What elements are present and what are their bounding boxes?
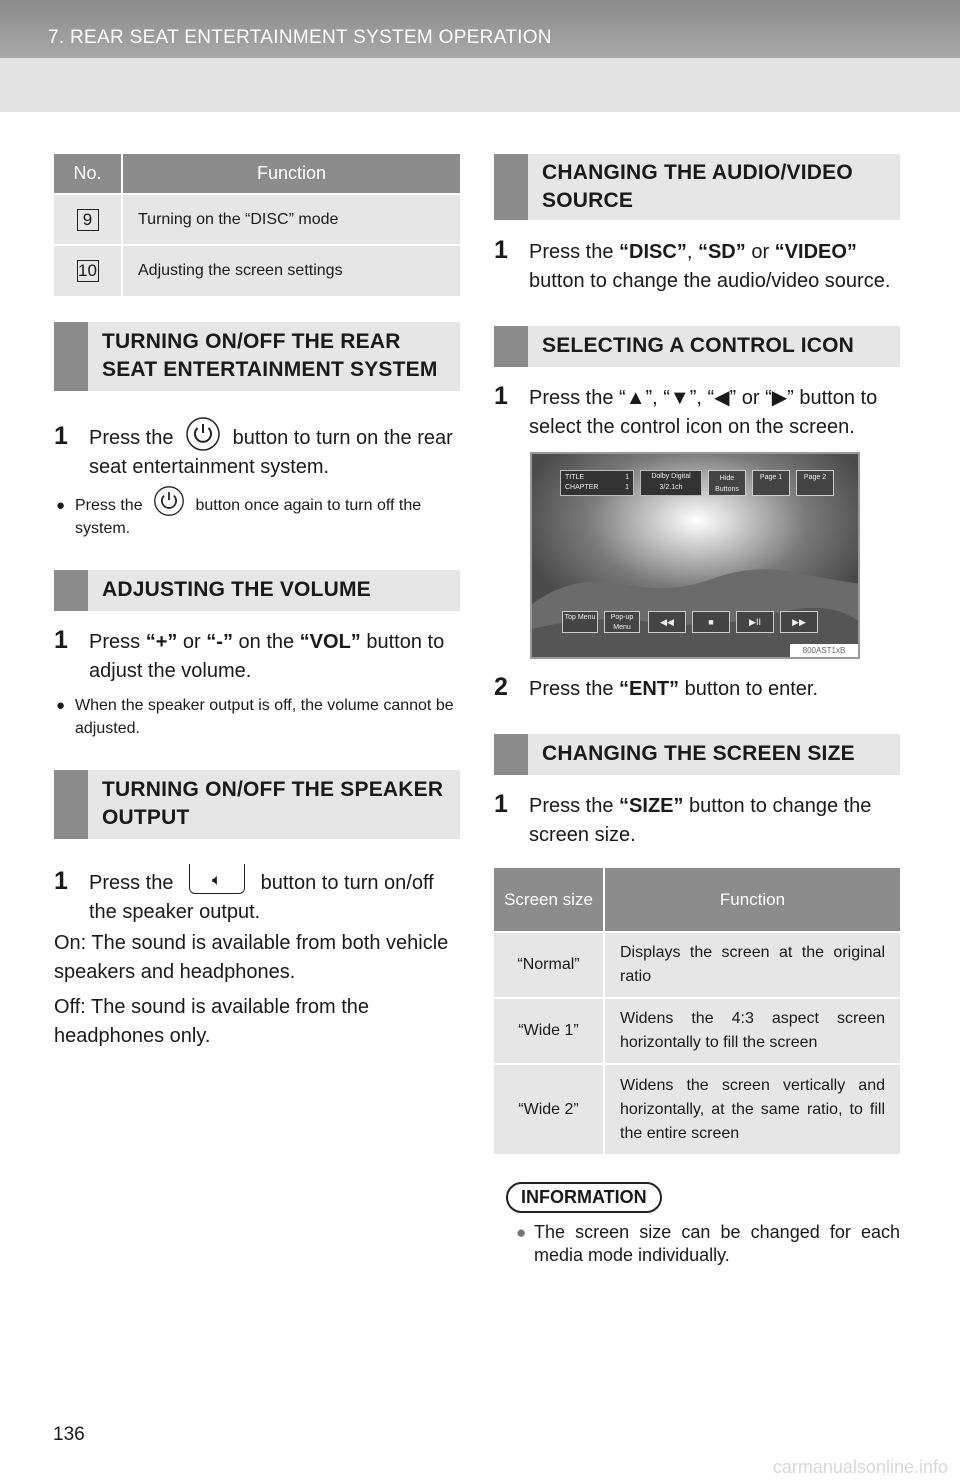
step-number: 1: [54, 626, 68, 654]
power-button-icon: [185, 416, 221, 452]
function-cell: Widens the screen vertically and horizontally, at the same ratio, to fill the entire screen: [604, 1064, 900, 1154]
left-column: [54, 154, 460, 1051]
item-number: 10: [78, 261, 97, 280]
screen-size-table: [494, 868, 900, 1154]
audio-format-indicator: Dolby Digital 3/2.1ch: [640, 470, 702, 496]
section-header-volume: ADJUSTING THE VOLUME: [54, 570, 460, 611]
step-number: 1: [494, 790, 508, 818]
step-size: 1 Press the “SIZE” button to change the screen size.: [494, 790, 872, 846]
stop-button[interactable]: ■: [692, 611, 730, 633]
size-cell: “Wide 2”: [494, 1064, 604, 1154]
popup-menu-button[interactable]: Pop-up Menu: [604, 611, 640, 633]
page-header-title: 7. REAR SEAT ENTERTAINMENT SYSTEM OPERATION: [48, 27, 552, 48]
function-table: [54, 154, 460, 296]
function-cell: Turning on the “DISC” mode: [122, 194, 460, 245]
step-enter: 2 Press the “ENT” button to enter.: [494, 673, 819, 701]
hide-buttons-button[interactable]: Hide Buttons: [708, 470, 746, 496]
step-speaker: 1 Press the 🔈︎ button to turn on/off the speaker output.: [54, 869, 460, 927]
table-row: [494, 932, 900, 998]
step-control-select: 1 Press the “▲”, “▼”, “◀” or “▶” button to select the control icon on the screen.: [494, 382, 878, 438]
section-header-size: CHANGING THE SCREEN SIZE: [494, 734, 900, 775]
page-1-button[interactable]: Page 1: [752, 470, 790, 496]
step-number: 1: [54, 422, 68, 450]
section-header-control: SELECTING A CONTROL ICON: [494, 326, 900, 367]
play-pause-button[interactable]: ▶II: [736, 611, 774, 633]
column-header-function: Function: [122, 154, 460, 194]
step-source: 1 Press the “DISC”, “SD” or “VIDEO” button to change the audio/video source.: [494, 236, 891, 292]
right-column: [494, 154, 900, 1267]
note-power-off: ● Press the button once again to turn off the system.: [54, 494, 460, 540]
watermark: carmanualsonline.info: [772, 1457, 948, 1477]
function-cell: Widens the 4:3 aspect screen horizontally to fill the screen: [604, 998, 900, 1064]
step-number: 1: [494, 236, 508, 264]
table-row: [54, 245, 460, 296]
page-number: 136: [53, 1424, 85, 1445]
header-band: [0, 58, 960, 112]
note-volume: ● When the speaker output is off, the volume cannot be adjusted.: [54, 694, 460, 740]
page-2-button[interactable]: Page 2: [796, 470, 834, 496]
information-box: [494, 1182, 900, 1267]
speaker-button-icon: 🔈︎: [189, 864, 245, 894]
speaker-on-text: On: The sound is available from both vehicle speakers and headphones.: [54, 932, 449, 983]
section-header-turning: TURNING ON/OFF THE REAR SEAT ENTERTAINMENT SYSTEM: [54, 322, 460, 391]
rewind-button[interactable]: ◀◀: [648, 611, 686, 633]
power-button-icon: [153, 485, 185, 517]
item-number: 9: [77, 209, 99, 231]
step-number: 1: [54, 867, 68, 895]
fast-forward-button[interactable]: ▶▶: [780, 611, 818, 633]
title-chapter-indicator: TITLE 1 CHAPTER 1: [560, 470, 634, 496]
column-header-screen-size: Screen size: [494, 868, 604, 932]
section-header-source: CHANGING THE AUDIO/VIDEO SOURCE: [494, 154, 900, 220]
column-header-no: No.: [54, 154, 122, 194]
header-bar: [0, 0, 960, 58]
top-menu-button[interactable]: Top Menu: [562, 611, 598, 633]
section-header-speaker: TURNING ON/OFF THE SPEAKER OUTPUT: [54, 770, 460, 839]
size-cell: “Normal”: [494, 932, 604, 998]
step-number: 1: [494, 382, 508, 410]
size-cell: “Wide 1”: [494, 998, 604, 1064]
step-number: 2: [494, 673, 508, 701]
column-header-function: Function: [604, 868, 900, 932]
information-text: ● The screen size can be changed for each media mode individually.: [506, 1221, 900, 1267]
function-cell: Displays the screen at the original ratio: [604, 932, 900, 998]
table-row: [494, 1064, 900, 1154]
table-row: [494, 998, 900, 1064]
function-cell: Adjusting the screen settings: [122, 245, 460, 296]
screen-screenshot: [530, 452, 860, 659]
step-volume: 1 Press “+” or “-” on the “VOL” button to adjust the volume.: [54, 626, 445, 682]
step-power: 1 Press the button to turn on the rear seat entertainment system.: [54, 424, 460, 482]
table-row: [54, 194, 460, 245]
information-label: INFORMATION: [506, 1182, 662, 1213]
speaker-off-text: Off: The sound is available from the headphones only.: [54, 996, 369, 1047]
image-code: 800AST1xB: [790, 644, 858, 657]
